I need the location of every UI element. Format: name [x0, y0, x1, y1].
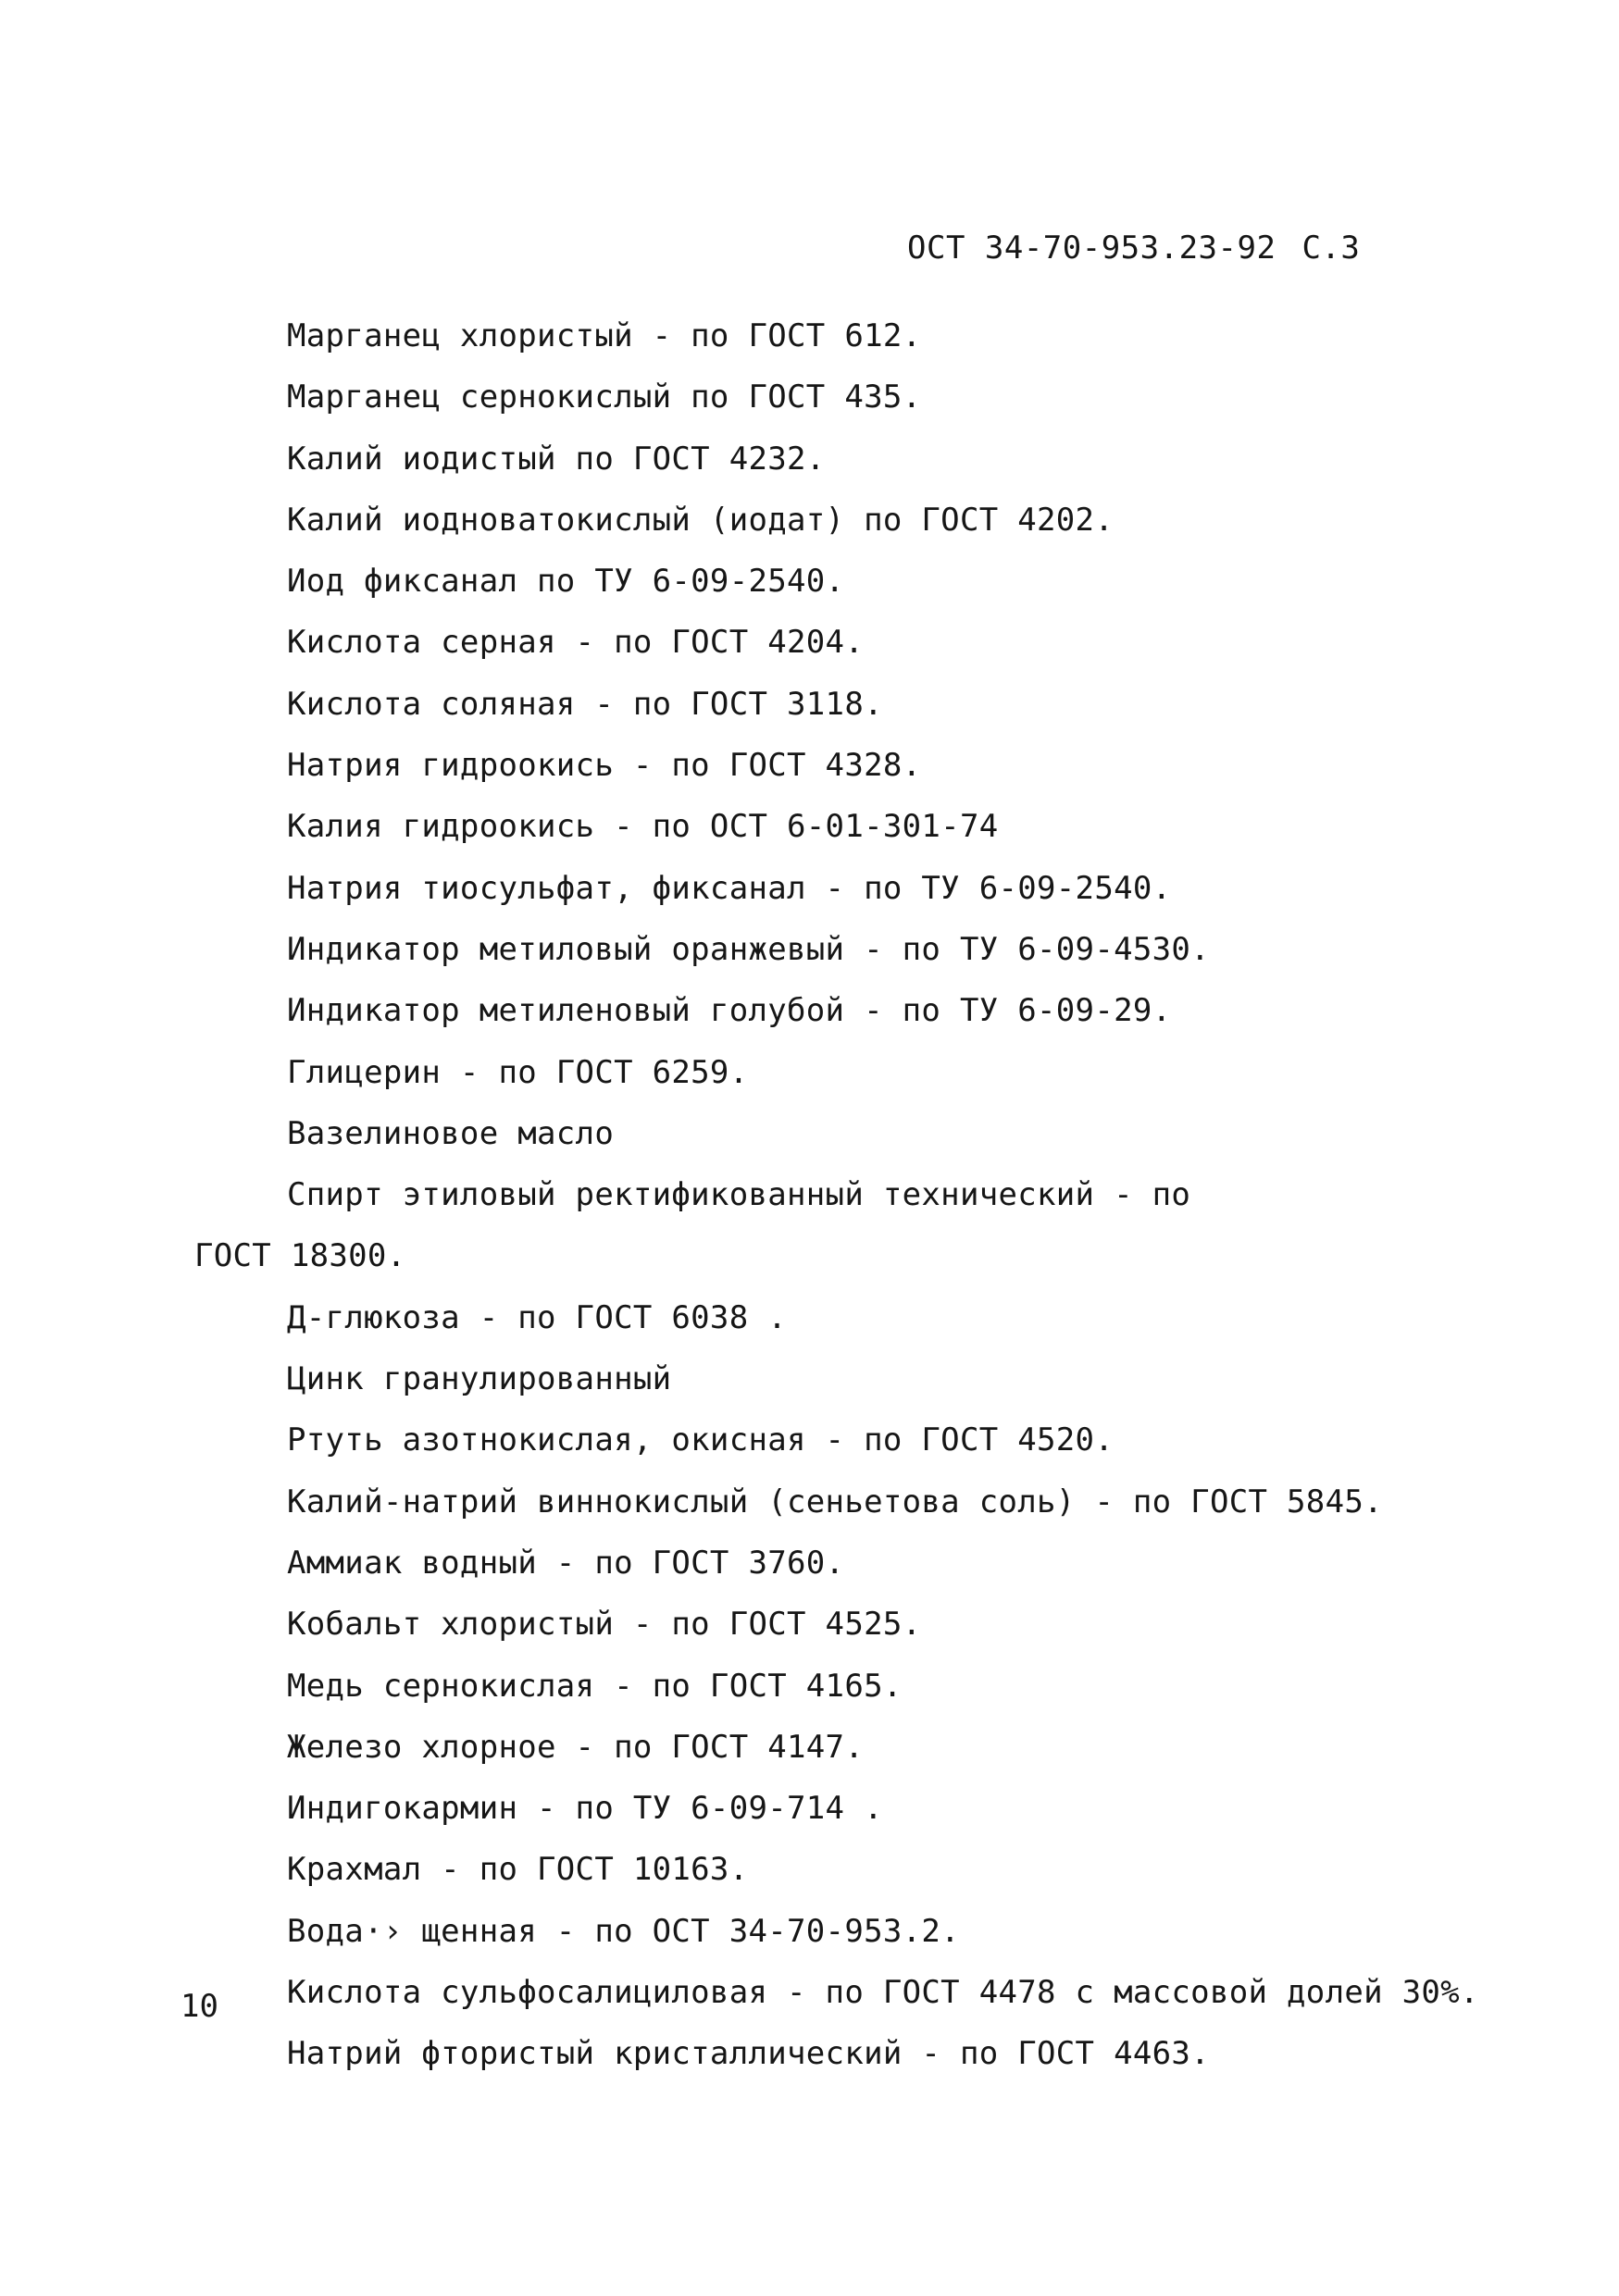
- list-item: Калий иодистый по ГОСТ 4232.: [287, 440, 826, 478]
- list-item: Кислота серная - по ГОСТ 4204.: [287, 624, 865, 662]
- page-header: [907, 230, 1360, 267]
- list-item: Индикатор метиловый оранжевый - по ТУ 6-09-4530.: [287, 930, 1210, 968]
- list-item: Д-глюкоза - по ГОСТ 6038 .: [287, 1298, 788, 1336]
- list-item: Спирт этиловый ректификованный технический - по: [287, 1176, 1191, 1214]
- list-item: Вода·› щенная - по ОСТ 34-70-953.2.: [287, 1912, 960, 1950]
- list-item: Марганец хлористый - по ГОСТ 612.: [287, 317, 922, 354]
- list-item: Натрия тиосульфат, фиксанал - по ТУ 6-09-2540.: [287, 869, 1172, 907]
- list-item: Железо хлорное - по ГОСТ 4147.: [287, 1728, 865, 1766]
- list-item: Вазелиновое масло: [287, 1114, 615, 1152]
- list-item: Кислота соляная - по ГОСТ 3118.: [287, 685, 883, 723]
- page-number: С.3: [1301, 230, 1361, 267]
- margin-note: 10: [181, 1988, 218, 2025]
- list-item: Медь сернокислая - по ГОСТ 4165.: [287, 1667, 903, 1705]
- list-item-continuation: ГОСТ 18300.: [194, 1237, 406, 1275]
- list-item: Ртуть азотнокислая, окисная - по ГОСТ 4520.: [287, 1421, 1115, 1459]
- list-item: Марганец сернокислый по ГОСТ 435.: [287, 379, 922, 416]
- list-item: Калий-натрий виннокислый (сеньетова соль) - по ГОСТ 5845.: [287, 1483, 1383, 1520]
- list-item: Индикатор метиленовый голубой - по ТУ 6-09-29.: [287, 992, 1172, 1030]
- list-item: Калия гидроокись - по ОСТ 6-01-301-74: [287, 808, 999, 846]
- list-item: Натрия гидроокись - по ГОСТ 4328.: [287, 747, 922, 785]
- list-item: Кислота сульфосалициловая - по ГОСТ 4478 с массовой долей 30%.: [287, 1974, 1479, 2012]
- list-item: Калий иодноватокислый (иодат) по ГОСТ 4202.: [287, 501, 1115, 539]
- list-item: Кобальт хлористый - по ГОСТ 4525.: [287, 1606, 922, 1644]
- document-code: ОСТ 34-70-953.23-92: [907, 230, 1277, 267]
- reagent-list: [0, 305, 1619, 2085]
- list-item: Цинк гранулированный: [287, 1360, 672, 1398]
- list-item: Индигокармин - по ТУ 6-09-714 .: [287, 1790, 883, 1828]
- list-item: Иод фиксанал по ТУ 6-09-2540.: [287, 563, 845, 601]
- list-item: Аммиак водный - по ГОСТ 3760.: [287, 1544, 845, 1582]
- list-item: Крахмал - по ГОСТ 10163.: [287, 1851, 749, 1889]
- list-item: Натрий фтористый кристаллический - по ГОСТ 4463.: [287, 2035, 1210, 2073]
- list-item: Глицерин - по ГОСТ 6259.: [287, 1053, 749, 1091]
